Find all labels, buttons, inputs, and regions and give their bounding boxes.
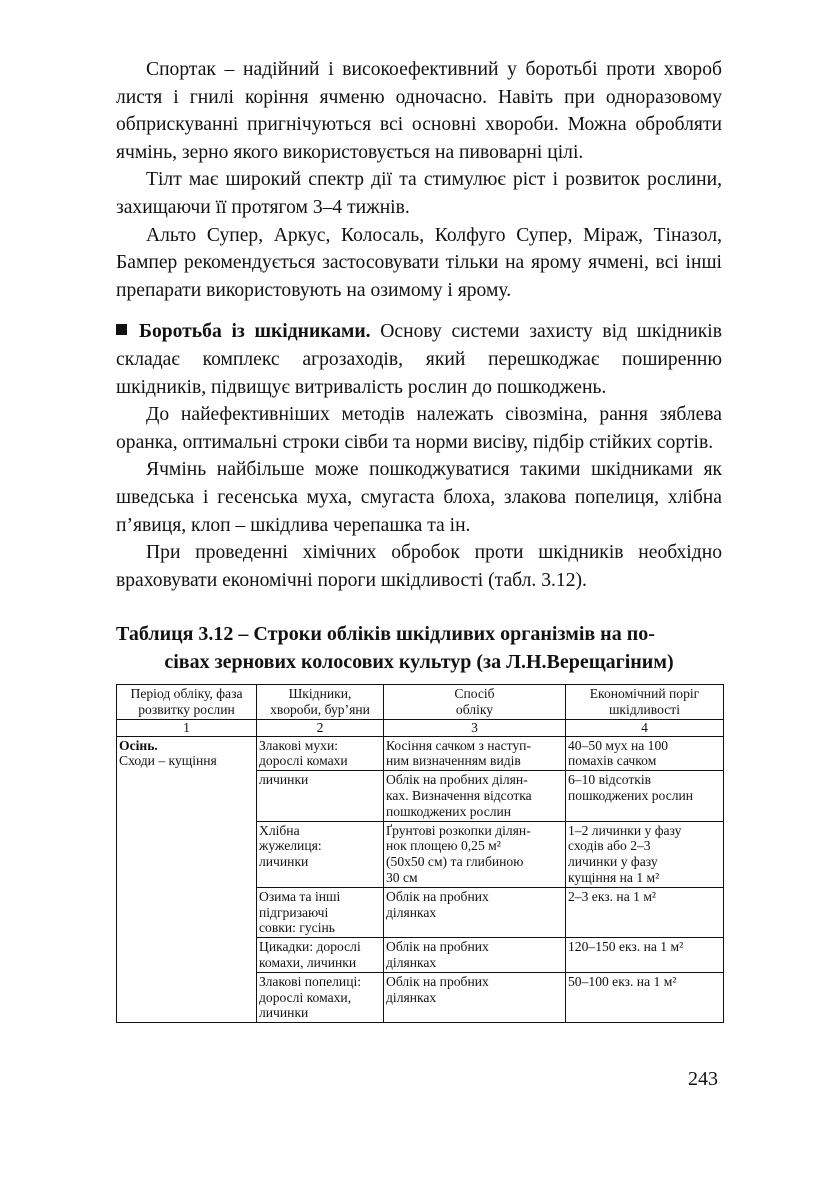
- threshold-cell: 6–10 відсотків пошкоджених рослин: [566, 771, 724, 821]
- method-cell: Косіння сачком з наступ- ним визначенням видів: [384, 736, 566, 771]
- column-number: 2: [257, 719, 384, 736]
- method-cell: Облік на пробних ділянках: [384, 972, 566, 1022]
- paragraph-methods: До найефективніших методів належать сівозміна, рання зяблева оранка, оптимальні строки сівби та норми висіву, підбір стійких сортів.: [116, 404, 722, 453]
- section-intro: Основу системи захисту від шкідників складає комплекс агрозаходів, який перешкоджає поширенню шкідників, підвищує витривалість рослин до пошкоджень.: [116, 321, 722, 398]
- pest-cell: Злакові попелиці: дорослі комахи, личинки: [257, 972, 384, 1022]
- column-number: 1: [117, 719, 257, 736]
- table-header-row: [117, 685, 724, 720]
- pest-threshold-table: [116, 684, 724, 1023]
- pest-cell: Цикадки: дорослі комахи, личинки: [257, 938, 384, 973]
- threshold-cell: 40–50 мух на 100 помахів сачком: [566, 736, 724, 771]
- column-number: 4: [566, 719, 724, 736]
- threshold-cell: 120–150 екз. на 1 м²: [566, 938, 724, 973]
- table-caption-line1: Таблиця 3.12 – Строки обліків шкідливих організмів на по-: [116, 623, 655, 646]
- section-title: Боротьба із шкідниками.: [139, 321, 371, 343]
- pest-cell: Злакові мухи: дорослі комахи: [257, 736, 384, 771]
- header-cell: Спосіб обліку: [384, 685, 566, 720]
- table-row: [117, 736, 724, 771]
- table-caption: [116, 620, 722, 676]
- paragraph-tilt: Тілт має широкий спектр дії та стимулює ріст і розвиток рослини, захищаючи її протягом 3–4 тижнів.: [116, 169, 722, 218]
- method-cell: Облік на пробних ділянках: [384, 938, 566, 973]
- table-caption-line2: сівах зернових колосових культур (за Л.Н.Верещагіним): [164, 651, 674, 674]
- period-title: Осінь.: [119, 737, 158, 753]
- method-cell: Облік на пробних ділянках: [384, 887, 566, 937]
- header-cell: Економічний поріг шкідливості: [566, 685, 724, 720]
- period-cell: [117, 736, 257, 1023]
- column-number: 3: [384, 719, 566, 736]
- pest-cell: Хлібна жужелиця: личинки: [257, 821, 384, 887]
- threshold-cell: 50–100 екз. на 1 м²: [566, 972, 724, 1022]
- square-bullet-icon: [116, 324, 127, 335]
- method-cell: Облік на пробних ділян- ках. Визначення відсотка пошкоджених рослин: [384, 771, 566, 821]
- pest-cell: Озима та інші підгризаючі совки: гусінь: [257, 887, 384, 937]
- table-column-numbers: [117, 719, 724, 736]
- threshold-cell: 1–2 личинки у фазу сходів або 2–3 личинки у фазу кущіння на 1 м²: [566, 821, 724, 887]
- page-content: [116, 56, 722, 1023]
- threshold-cell: 2–3 екз. на 1 м²: [566, 887, 724, 937]
- page-number: 243: [688, 1068, 718, 1090]
- paragraph-thresholds: При проведенні хімічних обробок проти шкідників необхідно враховувати економічні пороги шкідливості (табл. 3.12).: [116, 542, 722, 591]
- paragraph-preparations: Альто Супер, Аркус, Колосаль, Колфуго Супер, Міраж, Тіназол, Бампер рекомендується застосовувати тільки на ярому ячмені, всі інші препарати використовують на озимому і ярому.: [116, 224, 722, 301]
- pest-cell: личинки: [257, 771, 384, 821]
- header-cell: Період обліку, фаза розвитку рослин: [117, 685, 257, 720]
- period-phase: Сходи – кущіння: [119, 753, 217, 769]
- paragraph-pest-control: [116, 318, 722, 401]
- paragraph-spotrak: Спортак – надійний і високоефективний у боротьбі проти хвороб листя і гнилі коріння ячменю одночасно. Навіть при одноразовому обприскуванні пригнічуються всі основні хвороби. Можна обробляти ячмінь, зерно якого використовується на пивоварні цілі.: [116, 59, 722, 163]
- paragraph-pests: Ячмінь найбільше може пошкоджуватися такими шкідниками як шведська і гесенська муха, смугаста блоха, злакова попелиця, хлібна п’явиця, клоп – шкідлива черепашка та ін.: [116, 459, 722, 536]
- header-cell: Шкідники, хвороби, бур’яни: [257, 685, 384, 720]
- method-cell: Ґрунтові розкопки ділян- нок площею 0,25 м² (50х50 см) та глибиною 30 см: [384, 821, 566, 887]
